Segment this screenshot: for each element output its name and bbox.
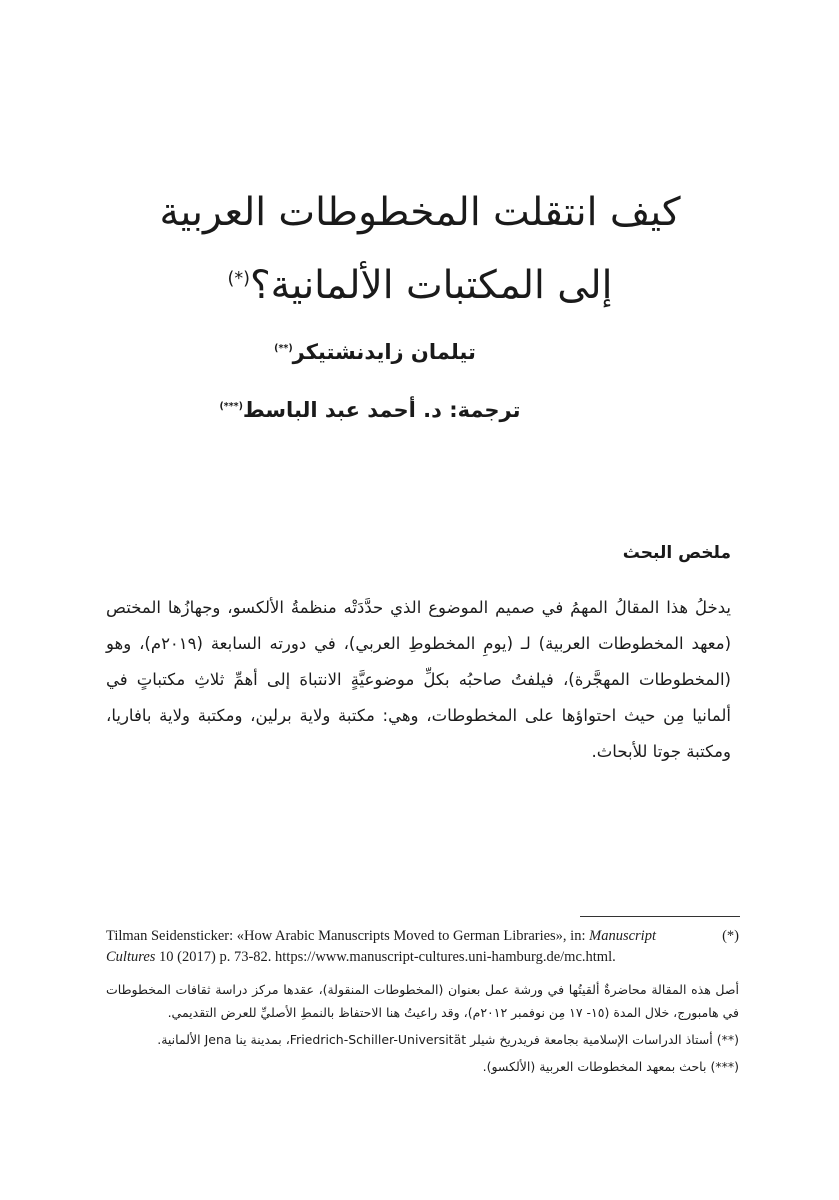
citation-text-after: 10 (2017) p. 73-82. https://www.manuscript-cultures.uni-hamburg.de/mc.html. (155, 949, 616, 965)
author-note-text: أستاذ الدراسات الإسلامية بجامعة فريدريخ شيلر Friedrich-Schiller-Universität، بمدينة ينا Jena الألمانية. (157, 1032, 713, 1047)
author-byline (80, 340, 670, 364)
author-note-marker: (**) (716, 1032, 739, 1047)
author-name: تيلمان زايدنشتيكر (292, 340, 476, 364)
abstract-heading: ملخص البحث (622, 543, 731, 563)
translator-note-text: باحث بمعهد المخطوطات العربية (الألكسو). (482, 1059, 707, 1074)
footnote-citation (106, 926, 739, 968)
footnotes (106, 926, 739, 1078)
footnote-origin-note: أصل هذه المقالة محاضرةٌ ألقيتُها في ورشة عمل بعنوان (المخطوطات المنقولة)، عقدها مركز دراسة ثقافات المخطوطات في هامبورج، خلال المدة (١٥- ١٧ مِن نوفمبر ٢٠١٢م)، وقد راعيتُ هنا الاحتفاظ بالنمطِ الأصليِّ للعرض التقديمي. (106, 982, 739, 1020)
title-line-2-text: إلى المكتبات الألمانية؟ (249, 263, 613, 308)
translator-footnote-marker[interactable]: (***) (219, 401, 243, 412)
footnote-translator-note (106, 1055, 739, 1078)
article-title-line-1 (90, 180, 750, 246)
footnote-divider (580, 916, 740, 917)
translator-note-marker: (***) (710, 1059, 739, 1074)
citation-marker: (*) (722, 928, 739, 944)
translator-byline (60, 398, 680, 422)
abstract-body: يدخلُ هذا المقالُ المهمُ في صميم الموضوع الذي حدَّدَتْه منظمةُ الألكسو، وجهازُها المختص (معهد المخطوطات العربية) لـ (يومِ المخطوطِ العربي)، في دورته السابعة (٢٠١٩م)، وهو (المخطوطات المهجَّرة)، فيلفتُ صاحبُه بكلِّ موضوعيَّةٍ الانتباهَ إلى أهمِّ ثلاثِ مكتباتٍ في ألمانيا مِن حيث احتواؤها على المخطوطات، وهي: مكتبة ولاية برلين، ومكتبة ولاية بافاريا، ومكتبة جوتا للأبحاث. (106, 598, 732, 761)
citation-journal: Manuscript Cultures (106, 928, 656, 965)
footnote-author-note (106, 1028, 739, 1051)
title-line-1-text: كيف انتقلت المخطوطات العربية (159, 190, 681, 235)
translator-text: ترجمة: د. أحمد عبد الباسط (242, 398, 521, 422)
citation-text-before: Tilman Seidensticker: «How Arabic Manuscripts Moved to German Libraries», in: (106, 928, 590, 944)
author-footnote-marker[interactable]: (**) (274, 343, 293, 354)
article-title-line-2 (90, 246, 750, 319)
title-footnote-marker[interactable]: (*) (227, 269, 250, 289)
